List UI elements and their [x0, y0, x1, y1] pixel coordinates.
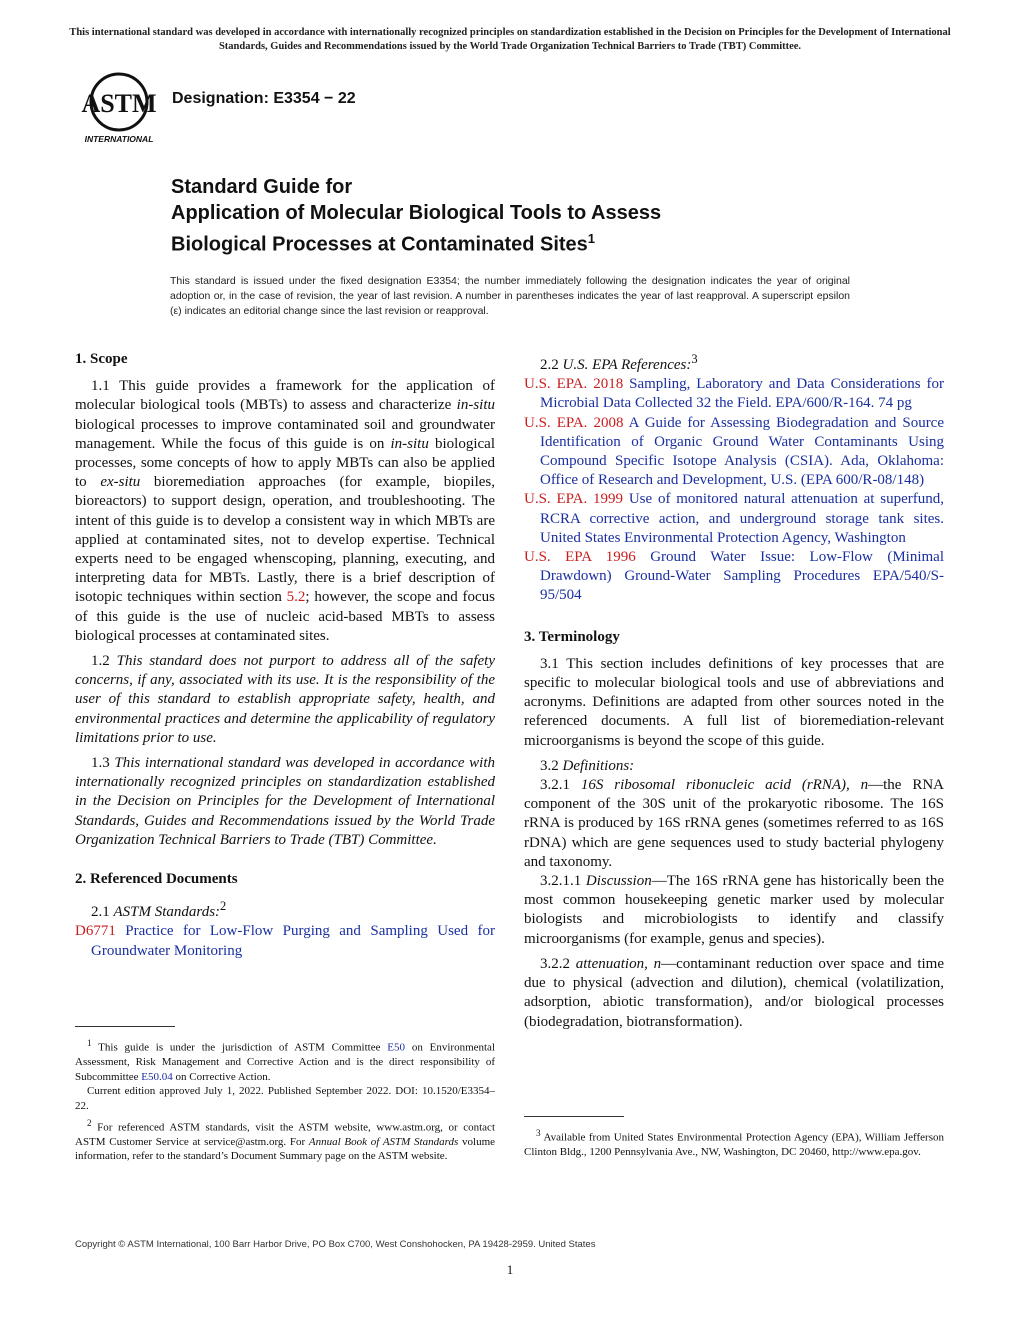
ref-d6771[interactable]: D6771 Practice for Low-Flow Purging and Sampling Used for Groundwater Monitoring — [75, 923, 495, 959]
designation: Designation: E3354 − 22 — [172, 90, 356, 107]
scope-1-1: 1.1 This guide provides a framework for the application of molecular biological tools (MBTs) to assess and characterize in-situ biological processes to improve contaminated soil and groundwater management. While the focus of this guide is on in-situ biological processes, some concepts of how to apply MBTs can also be applied to ex-situ bioremediation approaches (for example, biopiles, bioreactors) to support design, operation, and troubleshooting. The intent of this guide is to develop a consistent way in which MBTs are applied at contaminated sites, not to develop expertise. Technical experts need to be engaged whenscoping, planning, executing, and interpreting data for MBTs. Lastly, there is a brief description of isotopic techniques within section 5.2; however, the scope and focus of this guide is the use of nucleic acid-based MBTs to assess biological processes at contaminated sites. — [75, 378, 496, 644]
definition-16s-discussion: 3.2.1.1 Discussion—The 16S rRNA gene has historically been the most common housekeeping genetic marker used by molecular biologists and microbiologists to identify and classify microorganisms (for example, genus and species). — [524, 873, 945, 947]
epa-ref-1996[interactable]: U.S. EPA 1996 Ground Water Issue: Low-Flow (Minimal Drawdown) Ground-Water Sampling Procedures EPA/540/S-95/504 — [524, 549, 945, 604]
terminology-heading: 3. Terminology — [524, 628, 620, 645]
title-footnote-mark: 1 — [587, 231, 596, 246]
title-line-2: Application of Molecular Biological Tools to Assess — [171, 202, 662, 224]
title-line-1: Standard Guide for — [171, 176, 353, 198]
footnote-rule-right — [524, 1116, 624, 1117]
scope-1-2: 1.2 This standard does not purport to address all of the safety concerns, if any, associated with its use. It is the responsibility of the user of this standard to establish appropriate safety, health, and environmental practices and determine the applicability of regulatory limitations prior to use. — [75, 653, 496, 746]
epa-references-subheading: 2.2 U.S. EPA References:$^3$ — [540, 352, 698, 373]
footnote-2: $^2$ For referenced ASTM standards, visit the ASTM website, www.astm.org, or contact ASTM Customer Service at service@astm.org. For Annual Book of ASTM Standards volume information, refer to the standard’s Document Summary page on the ASTM website. — [75, 1117, 496, 1163]
refdocs-heading: 2. Referenced Documents — [75, 871, 238, 888]
document-title — [171, 174, 661, 258]
astm-logo-icon — [74, 70, 164, 150]
right-column — [524, 350, 944, 1038]
epa-ref-1999[interactable]: U.S. EPA. 1999 Use of monitored natural attenuation at superfund, RCRA corrective action, and underground storage tank sites. United States Environmental Protection Agency, Washington — [524, 491, 945, 546]
designation-intro: This standard is issued under the fixed designation E3354; the number immediately following the designation indicates the year of original adoption or, in the case of revision, the year of last revision. A number in parentheses indicates the year of last reapproval. A superscript epsilon (ε) indicates an editorial change since the last revision or reapproval. — [170, 275, 850, 317]
footnotes-right — [524, 1126, 944, 1160]
definition-16s-rrna: 3.2.1 16S ribosomal ribonucleic acid (rRNA), n—the RNA component of the 30S unit of the prokaryotic ribosome. The 16S rRNA is produced by 16S rRNA genes (sometimes referred to as 16S rDNA) which are gene sequences used to study bacterial phylogeny and taxonomy. — [524, 777, 945, 870]
astm-standards-subheading: 2.1 ASTM Standards:$^2$ — [91, 899, 227, 921]
e50-link[interactable]: E50 — [387, 1041, 406, 1054]
wto-notice: This international standard was developed in accordance with internationally recognized principles on standardization established in the Decision on Principles for the Development of International Standards, Guides and Recommendations issued by the World Trade Organization Technical Barriers to Trade (TBT) Committee. — [69, 27, 951, 52]
logo-letters: ASTM — [81, 89, 157, 118]
definition-attenuation: 3.2.2 attenuation, n—contaminant reduction over space and time due to physical (advection and dilution), chemical (volatilization, adsorption, abiotic transformation), and/or biological processes (biodegradation, biotransformation). — [524, 955, 944, 1030]
footnote-rule-left — [75, 1026, 175, 1027]
logo-subtitle: INTERNATIONAL — [84, 134, 154, 144]
footnotes-left — [75, 1036, 495, 1164]
left-column — [75, 350, 495, 961]
astm-logo — [74, 70, 164, 150]
scope-heading: 1. Scope — [75, 351, 128, 367]
terminology-3-1: 3.1 This section includes definitions of key processes that are specific to molecular biological tools and use of abbreviations and acronyms. Definitions are adapted from other sources noted in the referenced documents. A full list of bioremediation-relevant microorganisms is beyond the scope of this guide. — [524, 655, 944, 749]
epa-ref-2018[interactable]: U.S. EPA. 2018 Sampling, Laboratory and Data Considerations for Microbial Data Collected 32 the Field. EPA/600/R-164. 74 pg — [524, 376, 944, 412]
footnote-3: $^3$ Available from United States Environmental Protection Agency (EPA), William Jefferson Clinton Bldg., 1200 Pennsylvania Ave., NW, Washington, DC 20460, http://www.epa.gov. — [524, 1128, 944, 1159]
page-number: 1 — [506, 1262, 514, 1277]
section-5-2-link[interactable]: 5.2 — [286, 589, 306, 606]
title-line-3: Biological Processes at Contaminated Sites$^1$ — [171, 231, 596, 256]
footnote-1: $^1$ This guide is under the jurisdiction of ASTM Committee E50 on Environmental Assessment, Risk Management and Corrective Action and is the direct responsibility of Subcommittee E50.04 on Corrective Action. — [75, 1038, 495, 1083]
footnote-1-edition: Current edition approved July 1, 2022. Published September 2022. DOI: 10.1520/E3354–22. — [75, 1085, 495, 1113]
scope-1-3: 1.3 This international standard was developed in accordance with internationally recognized principles on standardization established in the Decision on Principles for the Development of International Standards, Guides and Recommendations issued by the World Trade Organization Technical Barriers to Trade (TBT) Committee. — [75, 755, 495, 848]
definitions-subheading: 3.2 Definitions: — [540, 757, 635, 774]
copyright-footer: Copyright © ASTM International, 100 Barr Harbor Drive, PO Box C700, West Conshohocken, PA 19428-2959. United States — [75, 1239, 596, 1250]
epa-ref-2008[interactable]: U.S. EPA. 2008 A Guide for Assessing Biodegradation and Source Identification of Organic Ground Water Contaminants Using Compound Specific Isotope Analysis (CSIA). Ada, Oklahoma: Office of Research and Development, U.S. (EPA 600/R-08/148) — [524, 414, 945, 489]
e50-04-link[interactable]: E50.04 — [141, 1070, 173, 1083]
